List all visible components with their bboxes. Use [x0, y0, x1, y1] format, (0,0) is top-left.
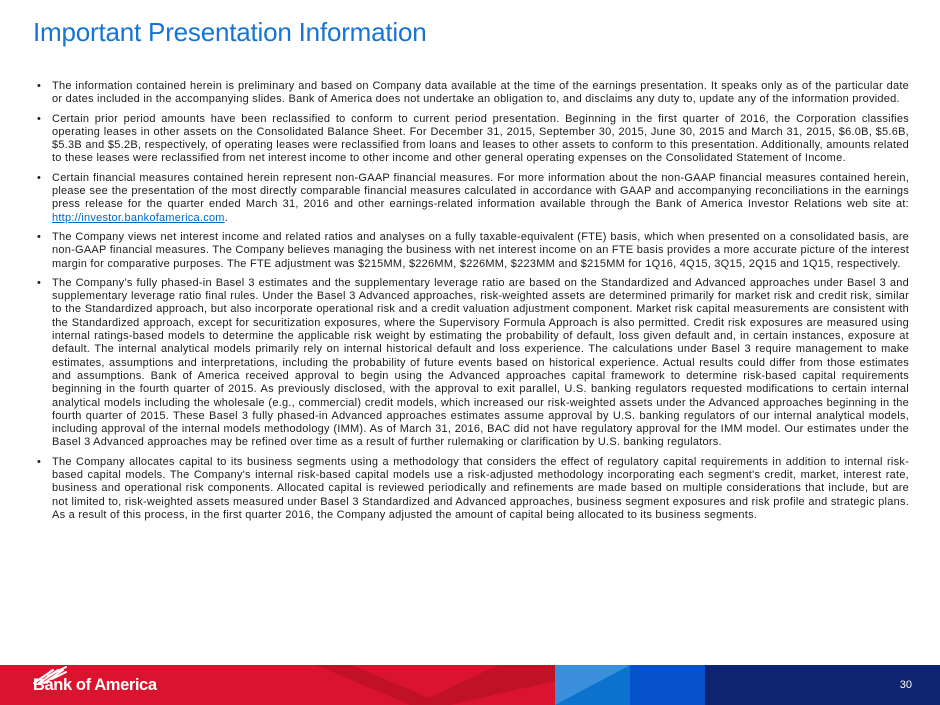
bullet-marker: •: [37, 112, 42, 125]
investor-relations-link[interactable]: http://investor.bankofamerica.com: [52, 211, 225, 224]
footer-navy-band: [705, 665, 940, 705]
bullet-text: Certain prior period amounts have been reclassified to conform to current period presentation. Beginning in the first quarter of 2016, the Corporation classifies operating leases in other assets on the Consolidated Balance Sheet. For December 31, 2015, September 30, 2015, June 30, 2015 and March 31, 2015, $6.0B, $5.6B, $5.3B and $5.2B, respectively, of operating leases were reclassified from loans and leases to other assets to conform to this presentation. Additionally, amounts related to these leases were reclassified from net interest income to other income and other general operating expenses on the Consolidated Statement of Income.: [52, 112, 909, 165]
bullet-marker: •: [37, 171, 42, 184]
logo-text: Bank of America: [33, 675, 157, 694]
bullet-text: The information contained herein is preliminary and based on Company data available at the time of the earnings presentation. It speaks only as of the particular date or dates included in the accompanying slides. Bank of America does not undertake an obligation to, and disclaims any duty to, update any of the information provided.: [52, 80, 909, 106]
disclaimer-bullet-list: [33, 80, 909, 528]
bullet-reclassification: [33, 113, 909, 166]
bullet-text: Certain financial measures contained herein represent non-GAAP financial measures. For more information about the non-GAAP financial measures contained herein, please see the presentation of the most directly comparable financial measures calculated in accordance with GAAP and accompanying reconciliations in the earnings press release for the quarter ended March 31, 2016 and other earnings-related information available through the Bank of America Investor Relations web site at:: [52, 171, 909, 211]
slide-footer: [0, 665, 940, 705]
bullet-fte-basis: [33, 231, 909, 271]
bullet-marker: •: [37, 276, 42, 289]
footer-royalblue-band: [630, 665, 705, 705]
bullet-text: .: [224, 211, 229, 224]
page-number: 30: [899, 679, 912, 691]
bullet-text: The Company views net interest income and related ratios and analyses on a fully taxable-equivalent (FTE) basis, which when presented on a consolidated basis, are non-GAAP financial measures. The Company believes managing the business with net interest income on an FTE basis provides a more accurate picture of the interest margin for comparative purposes. The FTE adjustment was $215MM, $226MM, $226MM, $223MM and $215MM for 1Q16, 4Q15, 3Q15, 2Q15 and 1Q15, respectively.: [52, 230, 909, 270]
bullet-marker: •: [37, 80, 42, 92]
bullet-marker: •: [37, 455, 42, 468]
footer-red-band: [0, 665, 555, 705]
bullet-preliminary-information: [33, 80, 909, 107]
bullet-marker: •: [37, 230, 42, 243]
footer-lightblue-band: [555, 665, 630, 705]
flag-icon: [33, 665, 67, 685]
bullet-non-gaap-measures: [33, 172, 909, 225]
bullet-basel3-estimates: [33, 277, 909, 450]
bullet-capital-allocation: [33, 456, 909, 522]
bullet-text: The Company’s fully phased-in Basel 3 estimates and the supplementary leverage ratio are based on the Standardized and Advanced approaches under Basel 3 and supplementary leverage ratio final rules. Under the Basel 3 Advanced approaches, risk-weighted assets are determined primarily for market risk and credit risk, similar to the Standardized approach, but also incorporate operational risk and a credit valuation adjustment component. Market risk capital measurements are consistent with the Standardized approach, except for securitization exposures, where the Supervisory Formula Approach is also permitted. Credit risk exposures are measured using internal ratings-based models to determine the applicable risk weight by estimating the probability of default, loss given default and, in certain instances, exposure at default. The internal analytical models primarily rely on internal historical default and loss experience. The calculations under Basel 3 require management to make estimates, assumptions and interpretations, including the probability of future events based on historical experience. Actual results could differ from those estimates and assumptions. Bank of America received approval to begin using the Advanced approaches capital framework to determine risk-based capital requirements beginning in the fourth quarter of 2015. As previously disclosed, with the approval to exit parallel, U.S. banking regulators requested modifications to certain internal analytical models including the wholesale (e.g., commercial) credit models, which increased our risk-weighted assets under the Advanced approaches beginning in the fourth quarter of 2015. These Basel 3 fully phased-in Advanced approaches estimates assume approval by U.S. banking regulators of our internal analytical models, including approval of the internal models methodology (IMM). As of March 31, 2016, BAC did not have regulatory approval for the IMM model. Our estimates under the Basel 3 Advanced approaches may be refined over time as a result of further rulemaking or clarification by U.S. banking regulators.: [52, 276, 909, 449]
footer-diagonal-accent: [555, 665, 630, 705]
page-title: Important Presentation Information: [33, 17, 427, 47]
bullet-text: The Company allocates capital to its business segments using a methodology that considers the effect of regulatory capital requirements in addition to internal risk-based capital models. The Company's internal risk-based capital models use a risk-adjusted methodology incorporating each segment's credit, market, interest rate, business and operational risk components. Allocated capital is reviewed periodically and refinements are made based on multiple considerations that include, but are not limited to, risk-weighted assets measured under Basel 3 Standardized and Advanced approaches, business segment exposures and risk profile and strategic plans. As a result of this process, in the first quarter 2016, the Company adjusted the amount of capital being allocated to its business segments.: [52, 455, 909, 521]
bank-of-america-logo: [33, 665, 157, 705]
